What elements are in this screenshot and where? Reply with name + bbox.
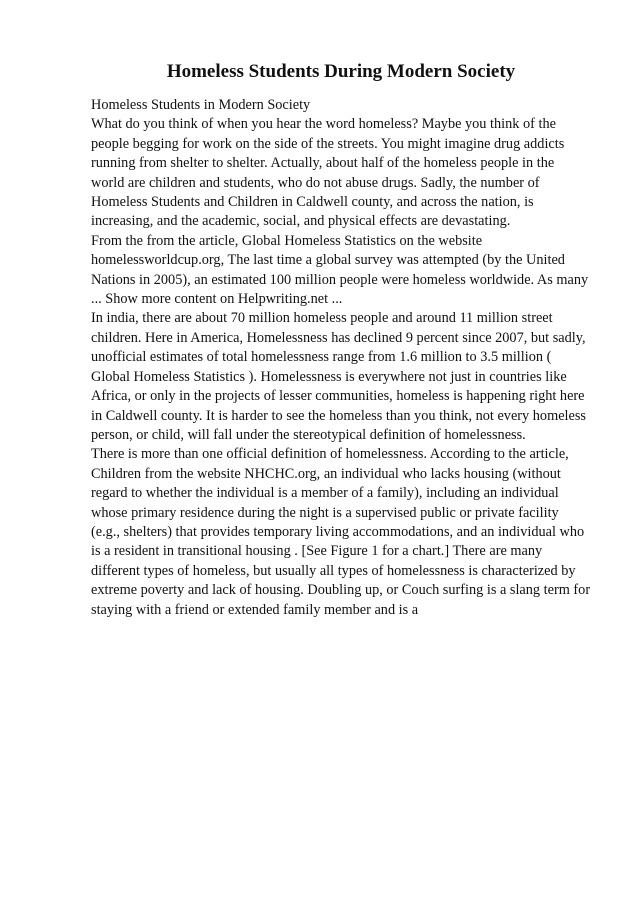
document-title: Homeless Students During Modern Society [166, 61, 516, 82]
paragraph-definition: There is more than one official definition of homelessness. According to the article, Children from the website NHCHC.org, an individual who lacks housing (without regard to whether the individual is a member of a family), including an individual whose primary residence during the night is a supervised public or private facility (e.g., shelters) that provides temporary living accommodations, and an individual who is a resident in transitional housing . [See Figure 1 for a chart.] There are many different types of homeless, but usually all types of homelessness is characterized by extreme poverty and lack of housing. Doubling up, or Couch surfing is a slang term for staying with a friend or extended family member and is a [91, 446, 591, 618]
paragraph-india-america: In india, there are about 70 million homeless people and around 11 million street children. Here in America, Homelessness has declined 9 percent since 2007, but sadly, unofficial estimates of total homelessness range from 1.6 million to 3.5 million ( Global Homeless Statistics ). Homelessness is everywhere not just in countries like Africa, or only in the projects of lesser communities, homeless is happening right here in Caldwell county. It is harder to see the homeless than you think, not every homeless person, or child, will fall under the stereotypical definition of homelessness. [91, 310, 586, 443]
paragraph-subtitle: Homeless Students in Modern Society [91, 97, 311, 113]
paragraph-global-statistics: From the from the article, Global Homeless Statistics on the website homelessworldcup.org, The last time a global survey was attempted (by the United Nations in 2005), an estimated 100 million people were homeless worldwide. As many ... Show more content on Helpwriting.net ... [91, 232, 589, 308]
paragraph-intro: What do you think of when you hear the word homeless? Maybe you think of the people begging for work on the side of the streets. You might imagine drug addicts running from shelter to shelter. Actually, about half of the homeless people in the world are children and students, who do not abuse drugs. Sadly, the number of Homeless Students and Children in Caldwell county, and across the nation, is increasing, and the academic, social, and physical effects are devastating. [91, 116, 565, 230]
document-body [91, 96, 591, 620]
